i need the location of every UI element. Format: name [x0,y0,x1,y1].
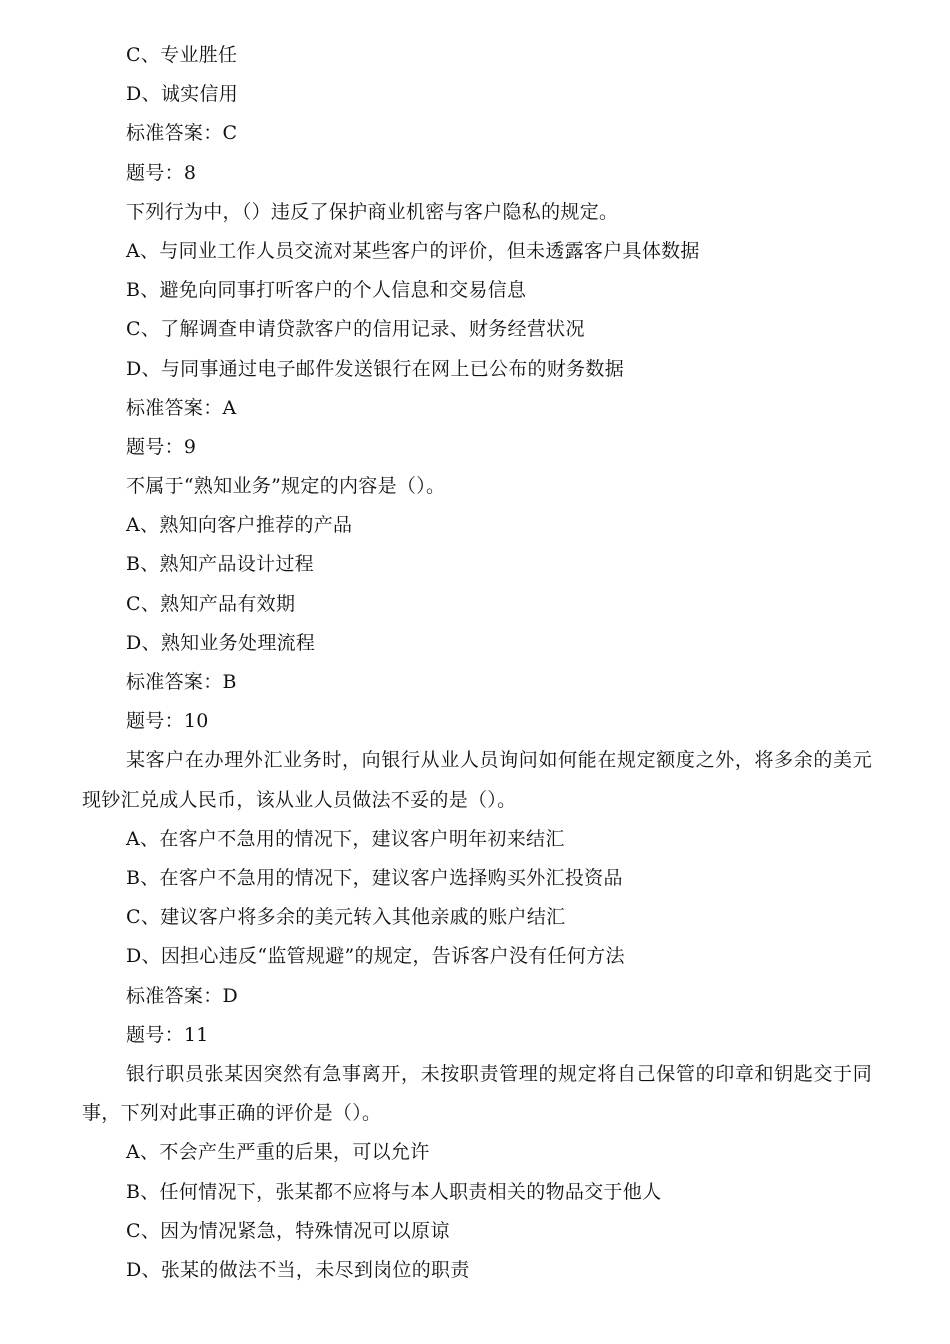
document-body [82,36,872,1290]
question-number: 题号：10 [126,710,209,733]
question-stem: 下列行为中，（）违反了保护商业机密与客户隐私的规定。 [126,200,619,223]
option-line: C、了解调查申请贷款客户的信用记录、财务经营状况 [126,318,585,341]
option-line: C、因为情况紧急，特殊情况可以原谅 [126,1219,450,1242]
option-line: A、熟知向客户推荐的产品 [126,514,353,537]
option-line: B、熟知产品设计过程 [126,553,314,576]
option-line: D、因担心违反“监管规避”的规定，告诉客户没有任何方法 [126,945,625,968]
option-line: A、与同业工作人员交流对某些客户的评价，但未透露客户具体数据 [126,239,700,262]
option-line: A、在客户不急用的情况下，建议客户明年初来结汇 [126,827,565,850]
option-line: B、任何情况下，张某都不应将与本人职责相关的物品交于他人 [126,1180,662,1203]
answer-line: 标准答案：D [126,984,239,1007]
option-line: D、熟知业务处理流程 [126,631,316,654]
option-line: D、与同事通过电子邮件发送银行在网上已公布的财务数据 [126,357,625,380]
option-line: B、在客户不急用的情况下，建议客户选择购买外汇投资品 [126,866,623,889]
question-stem: 不属于“熟知业务”规定的内容是（）。 [126,475,446,498]
option-line: C、建议客户将多余的美元转入其他亲戚的账户结汇 [126,906,566,929]
option-line: A、不会产生严重的后果，可以允许 [126,1141,430,1164]
answer-line: 标准答案：B [126,671,237,693]
option-line: D、张某的做法不当，未尽到岗位的职责 [126,1258,470,1281]
answer-line: 标准答案：A [126,396,237,419]
question-number: 题号：9 [126,435,197,458]
option-line: D、诚实信用 [126,83,239,106]
answer-line: 标准答案：C [126,122,238,145]
option-line: B、避免向同事打听客户的个人信息和交易信息 [126,279,527,302]
question-stem: 某客户在办理外汇业务时，向银行从业人员询问如何能在规定额度之外，将多余的美元现钞汇兑成人民币，该从业人员做法不妥的是（）。 [82,749,872,811]
question-number: 题号：8 [126,161,197,184]
option-line: C、熟知产品有效期 [126,592,296,615]
question-stem: 银行职员张某因突然有急事离开，未按职责管理的规定将自己保管的印章和钥匙交于同事，下列对此事正确的评价是（）。 [82,1062,872,1125]
question-number: 题号：11 [126,1023,209,1046]
option-line: C、专业胜任 [126,44,238,66]
